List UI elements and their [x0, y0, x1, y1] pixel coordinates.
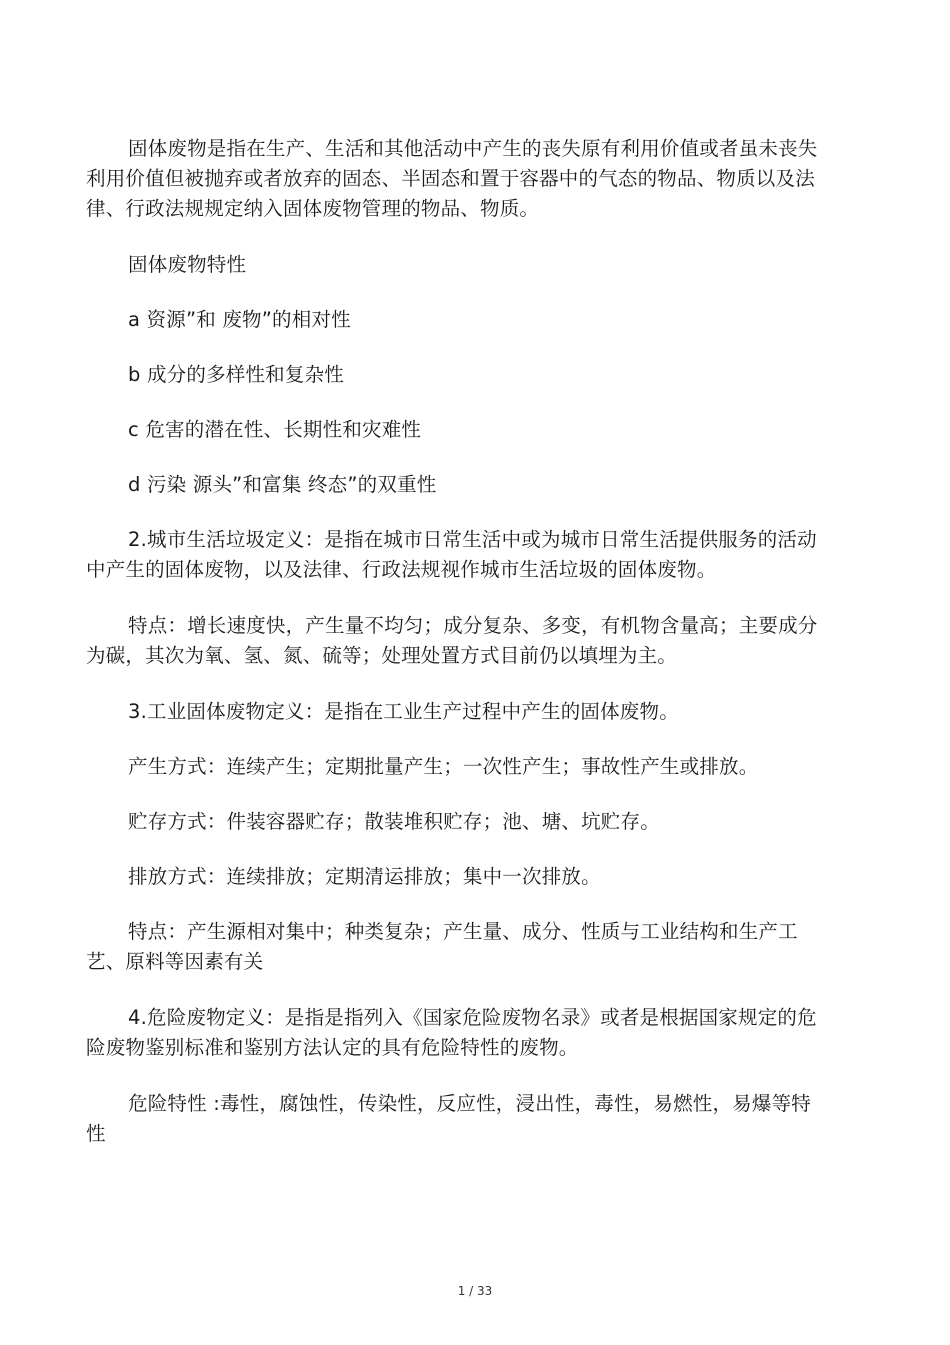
paragraph-hazardous-waste-definition: 4.危险废物定义：是指是指列入《国家危险废物名录》或者是根据国家规定的危险废物鉴别标准和鉴别方法认定的具有危险特性的废物。: [86, 1006, 817, 1059]
paragraph-definition-solid-waste: 固体废物是指在生产、生活和其他活动中产生的丧失原有利用价值或者虽未丧失利用价值但被抛弃或者放弃的固态、半固态和置于容器中的气态的物品、物质以及法律、行政法规规定纳入固体废物管理的物品、物质。: [86, 137, 818, 220]
paragraph-hazardous-characteristics: 危险特性 :毒性，腐蚀性，传染性，反应性，浸出性，毒性，易燃性，易爆等特性: [86, 1092, 811, 1145]
page-number: 1 / 33: [457, 1284, 493, 1298]
paragraph-storage-methods: 贮存方式：件装容器贮存；散装堆积贮存；池、塘、坑贮存。: [128, 810, 660, 833]
paragraph-characteristic-c: c 危害的潜在性、长期性和灾难性: [128, 418, 422, 441]
paragraph-discharge-methods: 排放方式：连续排放；定期清运排放；集中一次排放。: [128, 865, 601, 888]
paragraph-industrial-waste-features: 特点：产生源相对集中；种类复杂；产生量、成分、性质与工业结构和生产工艺、原料等因素有关: [86, 920, 798, 973]
paragraph-heading-characteristics: 固体废物特性: [128, 253, 247, 276]
paragraph-characteristic-d: d 污染 源头”和富集 终态”的双重性: [128, 473, 437, 496]
paragraph-generation-methods: 产生方式：连续产生；定期批量产生；一次性产生；事故性产生或排放。: [128, 755, 759, 778]
paragraph-characteristic-b: b 成分的多样性和复杂性: [128, 363, 344, 386]
paragraph-characteristic-a: a 资源”和 废物”的相对性: [128, 308, 351, 331]
paragraph-industrial-waste-definition: 3.工业固体废物定义：是指在工业生产过程中产生的固体废物。: [128, 700, 679, 723]
document-body: [86, 134, 826, 1149]
paragraph-municipal-waste-definition: 2.城市生活垃圾定义：是指在城市日常生活中或为城市日常生活提供服务的活动中产生的固体废物，以及法律、行政法规视作城市生活垃圾的固体废物。: [86, 528, 817, 581]
paragraph-municipal-waste-features: 特点：增长速度快，产生量不均匀；成分复杂、多变，有机物含量高；主要成分为碳，其次为氧、氢、氮、硫等；处理处置方式目前仍以填埋为主。: [86, 614, 818, 667]
